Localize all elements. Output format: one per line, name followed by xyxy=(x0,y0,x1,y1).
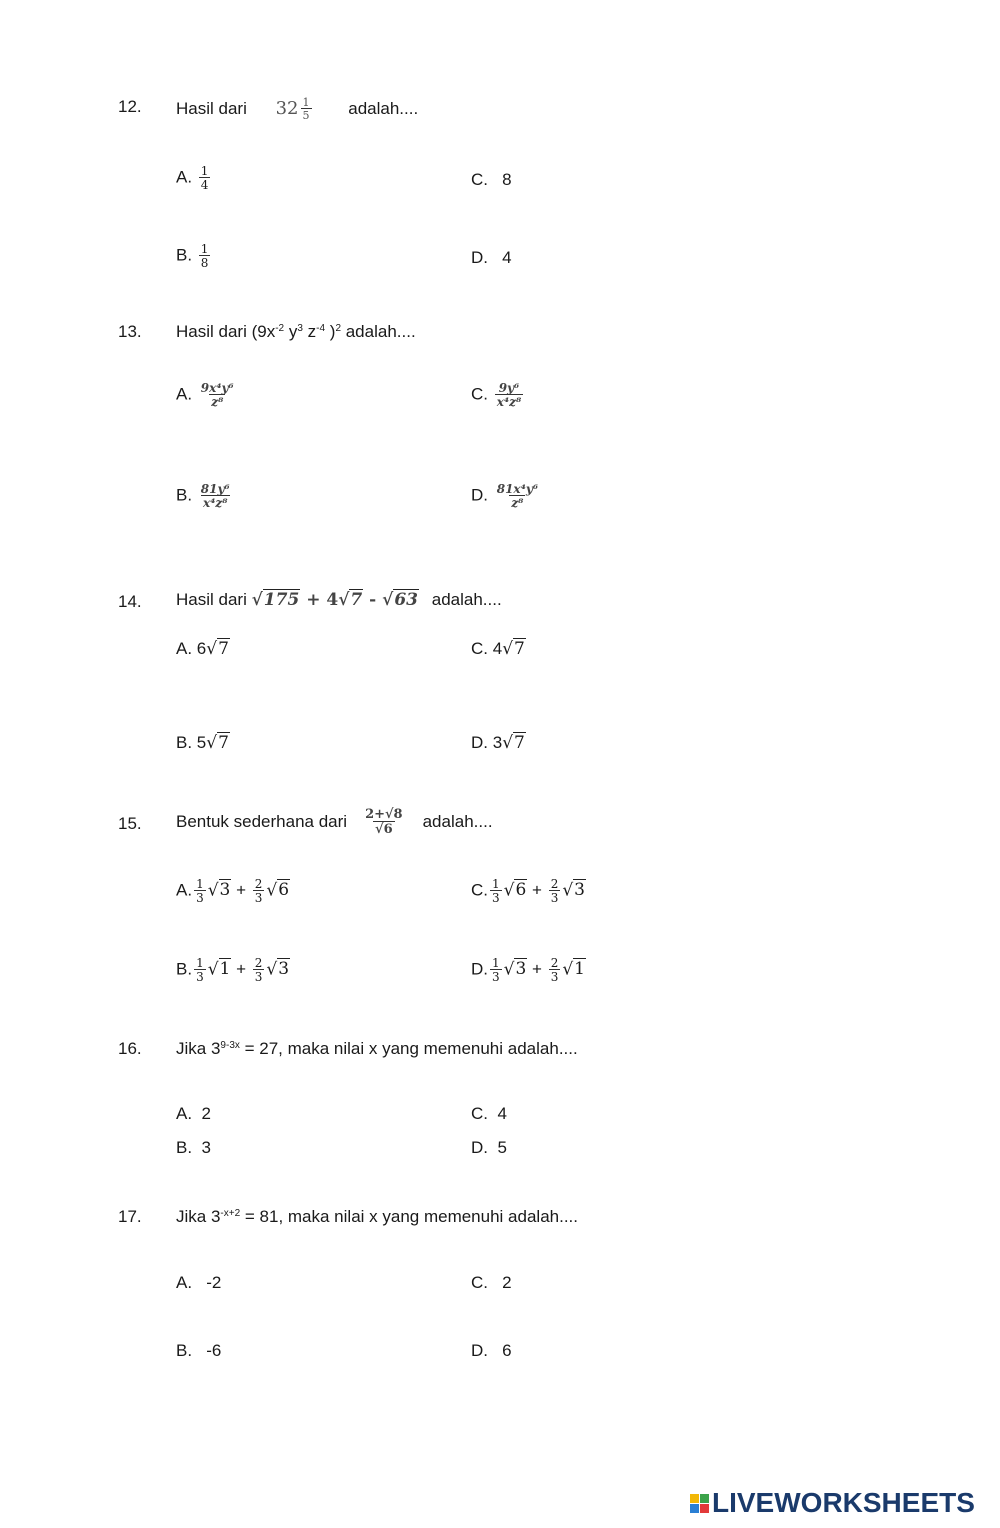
math-expression: √175 + 4√7 - √63 xyxy=(251,590,418,610)
option-b[interactable]: B. 5√7 xyxy=(176,733,229,753)
option-b[interactable]: B. 3 xyxy=(176,1138,211,1157)
option-d[interactable]: D. $\frac{1}{3}$ √3 + $\frac{2}{3}$ √1 xyxy=(471,956,585,984)
question-text: Hasil dari ($9x^{-2}$ $y^3$ $z^{-4}$ )$^2$ adalah.... xyxy=(176,322,416,341)
option-d[interactable]: D. 5 xyxy=(471,1138,507,1157)
option-c[interactable]: C. $\frac{1}{3}$ √6 + $\frac{2}{3}$ √3 xyxy=(471,877,585,905)
option-c[interactable]: C. 2 xyxy=(471,1273,512,1292)
math-fraction: $\frac{2+√8}{√6}$ xyxy=(365,807,403,837)
option-b[interactable]: B. $\frac{\text{81y⁶}}{\text{x⁴z⁸}}$ xyxy=(176,482,230,510)
question-number: 14. xyxy=(118,592,142,611)
logo-grid-icon xyxy=(690,1494,709,1513)
question-number: 12. xyxy=(118,97,142,116)
option-b[interactable]: B. $\frac{1}{8}$ xyxy=(176,242,209,270)
question-number: 13. xyxy=(118,322,142,341)
logo-text: LIVEWORKSHEETS xyxy=(712,1487,975,1518)
option-b[interactable]: B. -6 xyxy=(176,1341,222,1360)
question-text: Bentuk sederhana dari $\frac{2+√8}{√6}$ adalah.... xyxy=(176,807,493,837)
option-a[interactable]: A. -2 xyxy=(176,1273,222,1292)
question-text: Jika $3^{9-3x} = 27$, maka nilai x yang memenuhi adalah.... xyxy=(176,1039,578,1058)
option-a[interactable]: A. $\frac{1}{3}$ √3 + $\frac{2}{3}$ √6 xyxy=(176,877,290,905)
option-c[interactable]: C. 8 xyxy=(471,170,512,189)
option-d[interactable]: D. 3√7 xyxy=(471,733,525,753)
option-d[interactable]: D. $\frac{\text{81x⁴y⁶}}{\text{z⁸}}$ xyxy=(471,482,539,510)
option-a[interactable]: A. 2 xyxy=(176,1104,211,1123)
option-b[interactable]: B. $\frac{1}{3}$ √1 + $\frac{2}{3}$ √3 xyxy=(176,956,290,984)
option-a[interactable]: A. 6√7 xyxy=(176,639,229,659)
question-number: 17. xyxy=(118,1207,142,1226)
question-text: Hasil dari 32 $\frac{1}{5}$ adalah.... xyxy=(176,96,419,122)
option-c[interactable]: C. 4√7 xyxy=(471,639,525,659)
question-number: 15. xyxy=(118,814,142,833)
math-expression: 32 $\frac{1}{5}$ xyxy=(275,96,310,122)
option-d[interactable]: D. 6 xyxy=(471,1341,512,1360)
option-a[interactable]: A. $\frac{\text{9x⁴y⁶}}{\text{z⁸}}$ xyxy=(176,381,234,409)
option-c[interactable]: C. 4 xyxy=(471,1104,507,1123)
option-a[interactable]: A. $\frac{1}{4}$ xyxy=(176,164,209,192)
option-d[interactable]: D. 4 xyxy=(471,248,512,267)
question-number: 16. xyxy=(118,1039,142,1058)
option-c[interactable]: C. $\frac{\text{9y⁶}}{\text{x⁴z⁸}}$ xyxy=(471,381,522,409)
question-text: Jika $3^{-x+2} = 81$, maka nilai x yang memenuhi adalah.... xyxy=(176,1207,578,1226)
question-text: Hasil dari √175 + 4√7 - √63 adalah.... xyxy=(176,590,502,610)
liveworksheets-logo xyxy=(690,1487,975,1519)
